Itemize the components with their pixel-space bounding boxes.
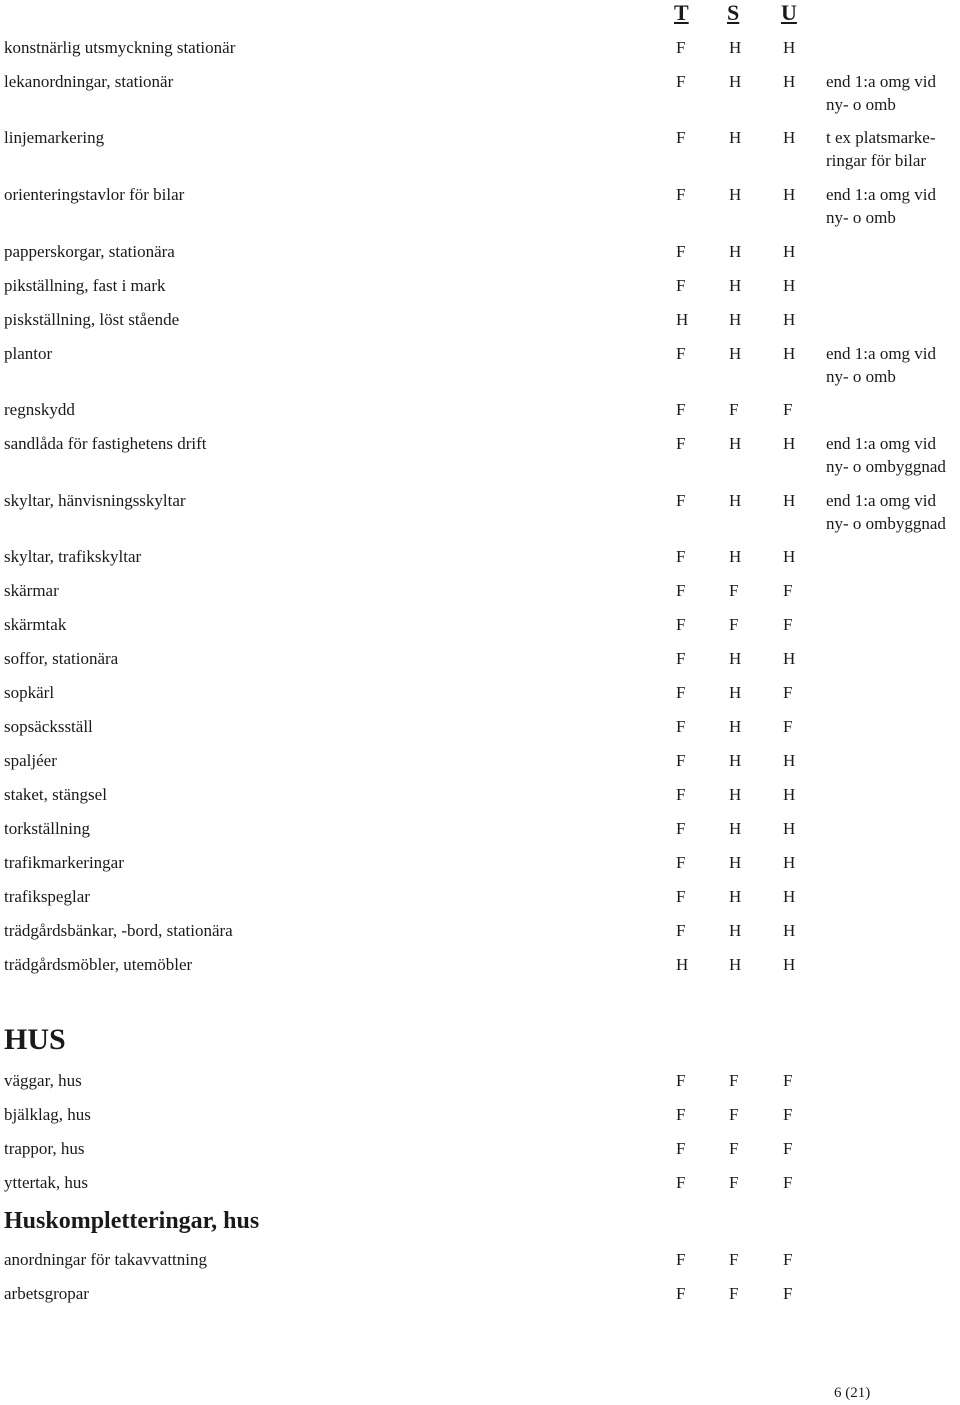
value-u: F <box>783 1071 793 1090</box>
value-t: F <box>676 491 686 510</box>
value-u: F <box>783 400 793 419</box>
value-s: H <box>729 887 742 906</box>
value-t: F <box>676 921 686 940</box>
item-name: trappor, hus <box>4 1139 85 1158</box>
value-s: H <box>729 751 742 770</box>
item-note: end 1:a omg vid ny- o ombyggnad <box>826 434 946 476</box>
value-t: F <box>676 1105 686 1124</box>
value-s: F <box>729 1105 739 1124</box>
value-u: F <box>783 1173 793 1192</box>
value-s: H <box>729 72 742 91</box>
value-u: H <box>783 72 796 91</box>
page-number: 6 (21) <box>834 1385 871 1401</box>
value-u: H <box>783 128 796 147</box>
column-header-s: S <box>727 0 740 25</box>
value-s: F <box>729 1071 739 1090</box>
item-name: konstnärlig utsmyckning stationär <box>4 38 236 57</box>
value-t: F <box>676 887 686 906</box>
value-t: F <box>676 276 686 295</box>
item-name: papperskorgar, stationära <box>4 242 175 261</box>
item-note: end 1:a omg vid ny- o omb <box>826 344 937 386</box>
item-name: arbetsgropar <box>4 1284 89 1303</box>
value-s: H <box>729 649 742 668</box>
value-t: F <box>676 1284 686 1303</box>
value-u: H <box>783 853 796 872</box>
value-s: H <box>729 344 742 363</box>
value-u: F <box>783 1250 793 1269</box>
value-s: H <box>729 38 742 57</box>
item-name: bjälklag, hus <box>4 1105 91 1124</box>
item-name: anordningar för takavvattning <box>4 1250 207 1269</box>
value-u: H <box>783 887 796 906</box>
value-t: F <box>676 615 686 634</box>
value-u: F <box>783 581 793 600</box>
value-s: H <box>729 434 742 453</box>
item-name: spaljéer <box>4 751 57 770</box>
item-name: trädgårdsbänkar, -bord, stationära <box>4 921 233 940</box>
item-name: pikställning, fast i mark <box>4 276 166 295</box>
value-t: F <box>676 434 686 453</box>
item-name: staket, stängsel <box>4 785 107 804</box>
value-s: H <box>729 128 742 147</box>
value-u: H <box>783 955 796 974</box>
value-s: H <box>729 921 742 940</box>
value-t: F <box>676 1173 686 1192</box>
value-s: F <box>729 1284 739 1303</box>
value-u: H <box>783 310 796 329</box>
item-note: end 1:a omg vid ny- o ombyggnad <box>826 491 946 533</box>
value-t: F <box>676 547 686 566</box>
item-name: skärmtak <box>4 615 67 634</box>
value-s: F <box>729 581 739 600</box>
value-u: H <box>783 649 796 668</box>
item-name: sandlåda för fastighetens drift <box>4 434 207 453</box>
value-u: H <box>783 38 796 57</box>
value-t: F <box>676 581 686 600</box>
section-heading-hus: HUS <box>4 1023 66 1056</box>
item-name: trädgårdsmöbler, utemöbler <box>4 955 193 974</box>
value-t: F <box>676 751 686 770</box>
item-name: piskställning, löst stående <box>4 310 180 329</box>
value-s: F <box>729 1250 739 1269</box>
section-heading-huskompletteringar: Huskompletteringar, hus <box>4 1208 260 1234</box>
value-u: F <box>783 717 793 736</box>
value-t: F <box>676 649 686 668</box>
item-name: skyltar, trafikskyltar <box>4 547 142 566</box>
item-name: skyltar, hänvisningsskyltar <box>4 491 186 510</box>
value-s: F <box>729 1173 739 1192</box>
value-s: H <box>729 683 742 702</box>
value-u: H <box>783 276 796 295</box>
value-u: F <box>783 683 793 702</box>
value-u: H <box>783 434 796 453</box>
item-name: regnskydd <box>4 400 75 419</box>
item-name: väggar, hus <box>4 1071 82 1090</box>
value-s: H <box>729 819 742 838</box>
value-u: H <box>783 344 796 363</box>
value-t: F <box>676 1139 686 1158</box>
value-t: F <box>676 1071 686 1090</box>
column-header-row <box>0 0 960 26</box>
value-t: F <box>676 242 686 261</box>
value-t: F <box>676 683 686 702</box>
value-t: F <box>676 38 686 57</box>
item-name: lekanordningar, stationär <box>4 72 174 91</box>
item-note: t ex platsmarke- ringar för bilar <box>826 128 936 170</box>
value-s: H <box>729 491 742 510</box>
value-s: H <box>729 717 742 736</box>
value-u: F <box>783 1284 793 1303</box>
value-u: H <box>783 785 796 804</box>
value-s: H <box>729 185 742 204</box>
value-u: H <box>783 185 796 204</box>
value-t: F <box>676 400 686 419</box>
item-name: yttertak, hus <box>4 1173 89 1192</box>
value-t: F <box>676 1250 686 1269</box>
value-s: H <box>729 853 742 872</box>
value-u: H <box>783 547 796 566</box>
value-u: H <box>783 751 796 770</box>
item-name: linjemarkering <box>4 128 105 147</box>
value-u: F <box>783 1139 793 1158</box>
item-name: soffor, stationära <box>4 649 119 668</box>
value-u: F <box>783 1105 793 1124</box>
value-t: F <box>676 72 686 91</box>
value-u: H <box>783 242 796 261</box>
value-s: F <box>729 1139 739 1158</box>
value-t: H <box>676 955 689 974</box>
value-s: F <box>729 615 739 634</box>
value-s: H <box>729 955 742 974</box>
value-u: H <box>783 491 796 510</box>
item-note: end 1:a omg vid ny- o omb <box>826 185 937 227</box>
item-name: torkställning <box>4 819 90 838</box>
value-t: F <box>676 819 686 838</box>
item-name: trafikspeglar <box>4 887 90 906</box>
item-note: end 1:a omg vid ny- o omb <box>826 72 937 114</box>
value-t: H <box>676 310 689 329</box>
value-s: H <box>729 785 742 804</box>
value-s: H <box>729 547 742 566</box>
value-t: F <box>676 853 686 872</box>
value-t: F <box>676 344 686 363</box>
item-name: trafikmarkeringar <box>4 853 124 872</box>
value-s: H <box>729 310 742 329</box>
item-name: orienteringstavlor för bilar <box>4 185 185 204</box>
value-t: F <box>676 785 686 804</box>
column-header-t: T <box>674 0 689 25</box>
value-u: H <box>783 921 796 940</box>
value-u: H <box>783 819 796 838</box>
value-t: F <box>676 717 686 736</box>
item-name: sopkärl <box>4 683 55 702</box>
value-s: F <box>729 400 739 419</box>
value-t: F <box>676 128 686 147</box>
value-u: F <box>783 615 793 634</box>
item-name: plantor <box>4 344 53 363</box>
value-t: F <box>676 185 686 204</box>
value-s: H <box>729 276 742 295</box>
item-name: sopsäcksställ <box>4 717 93 736</box>
column-header-u: U <box>781 0 797 25</box>
value-s: H <box>729 242 742 261</box>
item-name: skärmar <box>4 581 59 600</box>
